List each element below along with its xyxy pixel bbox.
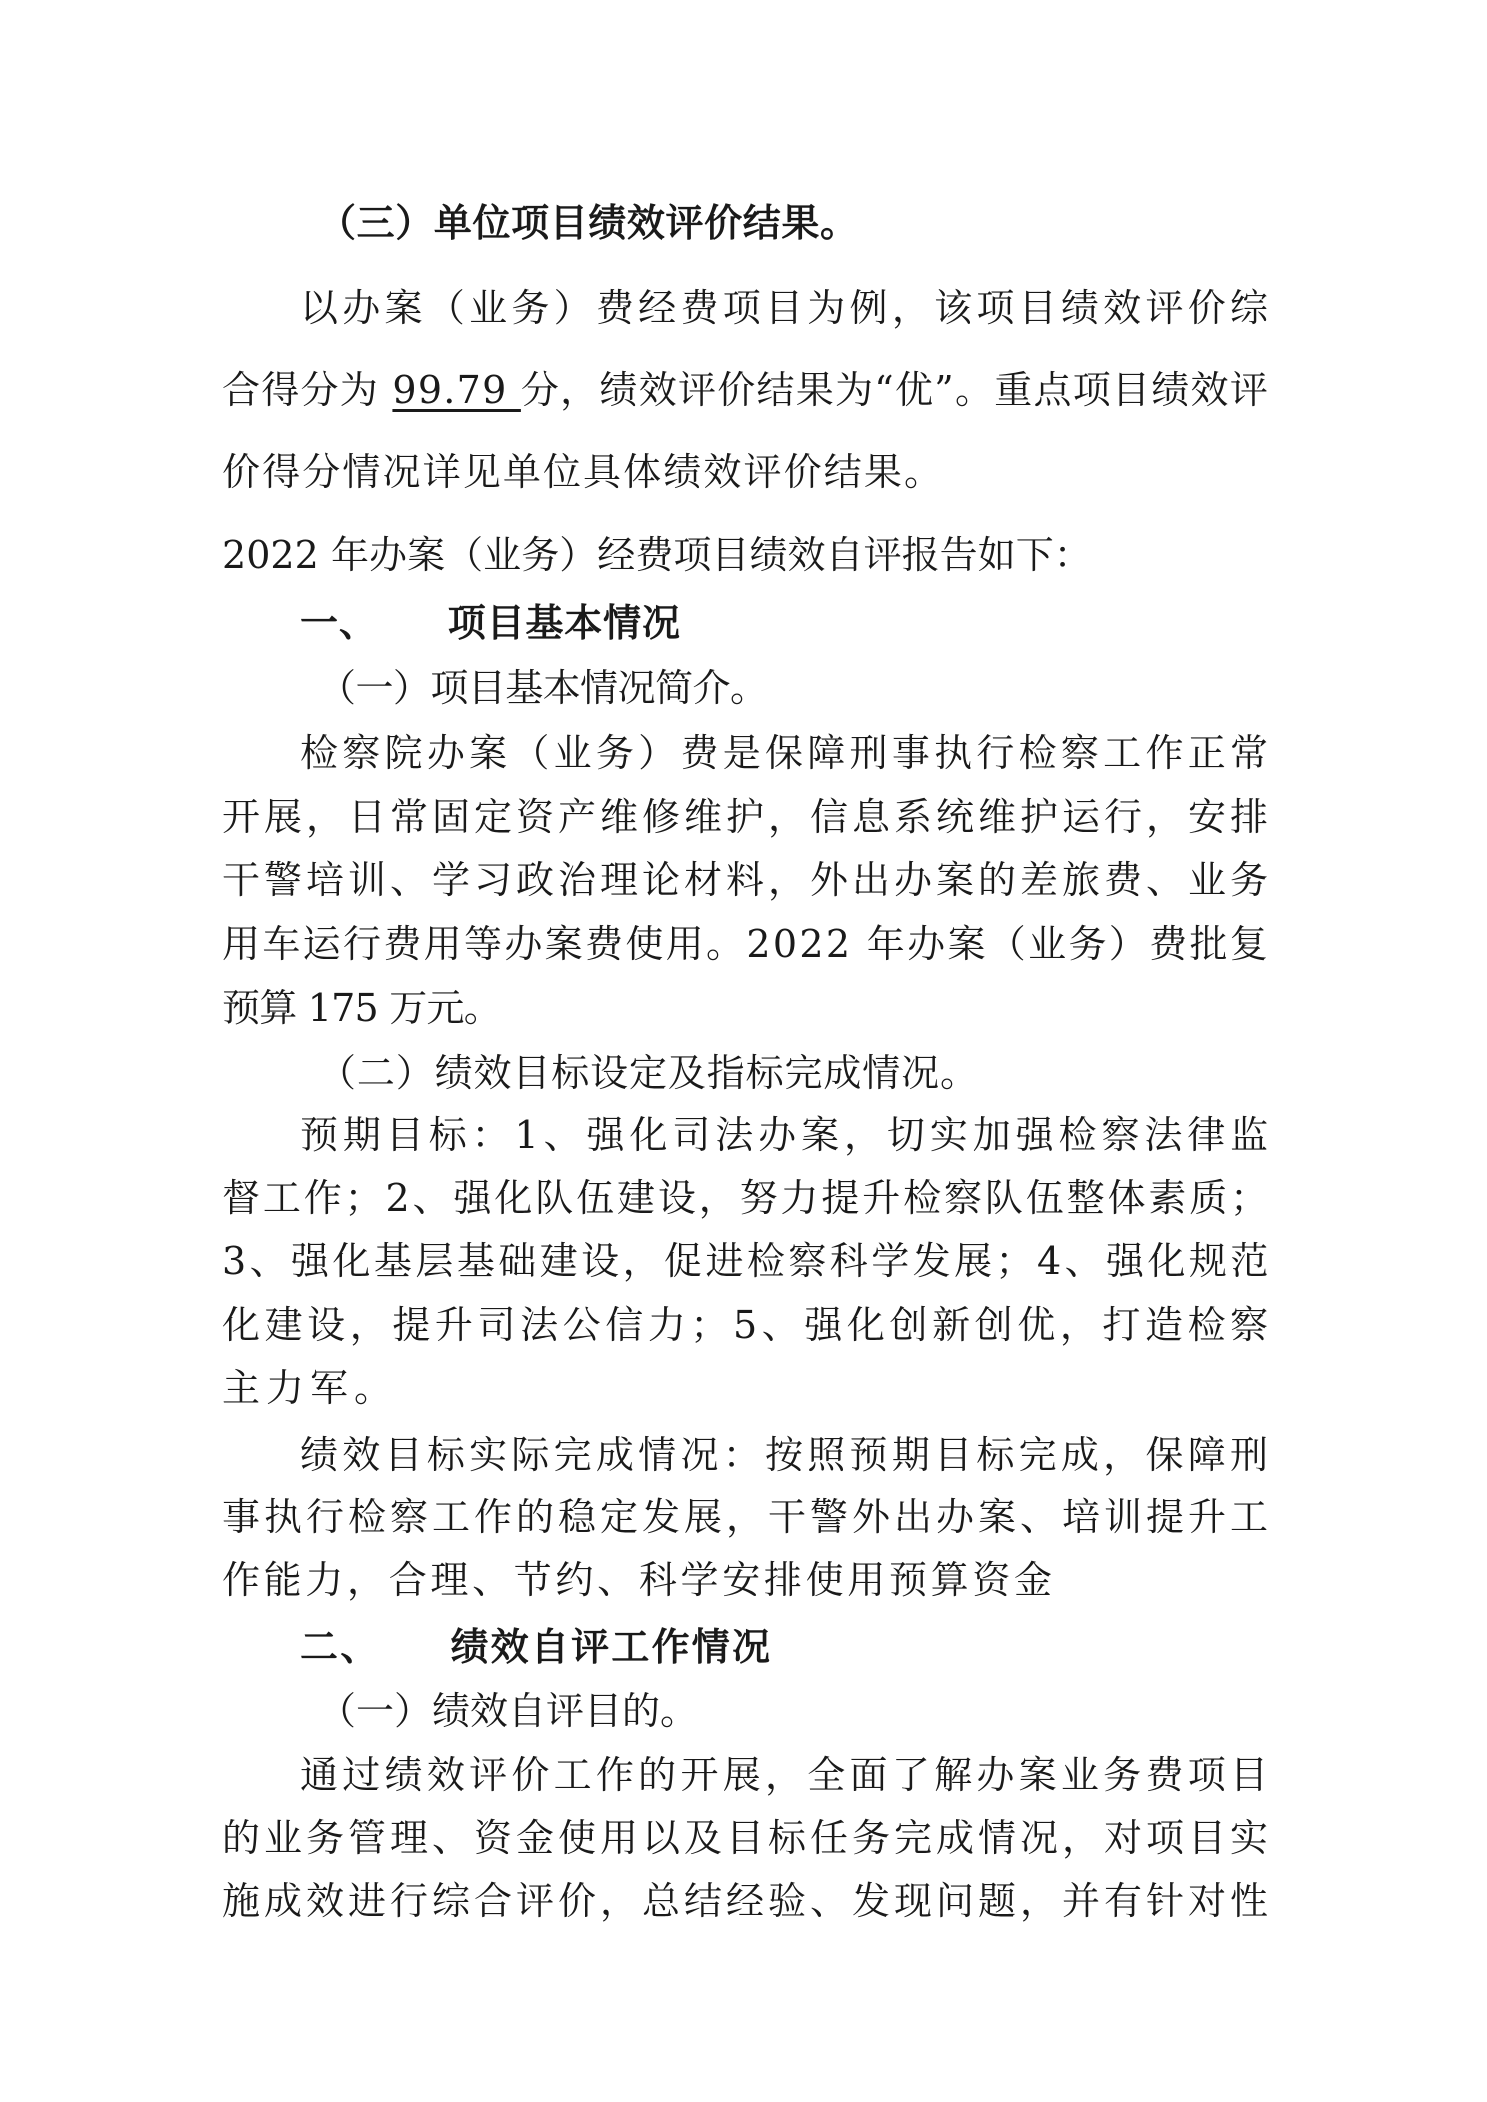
text-run: （二）绩效目标设定及指标完成情况。 (318, 1051, 979, 1095)
text-run: 化建设，提升司法公信力；5、强化创新创优，打造检察 (222, 1303, 1273, 1347)
paragraph-line (300, 1750, 1272, 1800)
paragraph-line (222, 855, 1272, 905)
text-run: （一）项目基本情况简介。 (318, 666, 768, 710)
text-run: 用车运行费用等办案费使用。2022 年办案（业务）费批复 (222, 922, 1271, 966)
paragraph-line (318, 1686, 698, 1736)
text-run: 合得分为 (222, 368, 393, 412)
text-run: 以办案（业务）费经费项目为例，该项目绩效评价综 (300, 286, 1273, 330)
text-run: 施成效进行综合评价，总结经验、发现问题，并有针对性 (222, 1879, 1273, 1923)
paragraph-line (222, 1876, 1272, 1926)
paragraph-line (300, 283, 1272, 333)
paragraph-line (222, 447, 944, 497)
text-run: 项目基本情况 (447, 601, 681, 645)
paragraph-line (222, 792, 1272, 842)
text-run: 事执行检察工作的稳定发展，干警外出办案、培训提升工 (222, 1495, 1273, 1539)
section-heading (318, 198, 859, 248)
paragraph-line (222, 1813, 1272, 1863)
paragraph-line (300, 728, 1272, 778)
text-run: 开展，日常固定资产维修维护，信息系统维护运行，安排 (222, 795, 1273, 839)
text-run: 2022 年办案（业务）经费项目绩效自评报告如下： (222, 533, 1092, 577)
paragraph-line (222, 1363, 398, 1413)
text-run: 预期目标：1、强化司法办案，切实加强检察法律监 (300, 1113, 1274, 1157)
paragraph-line (222, 1300, 1273, 1350)
text-run: 价得分情况详见单位具体绩效评价结果。 (222, 450, 945, 494)
text-run: 检察院办案（业务）费是保障刑事执行检察工作正常 (300, 731, 1273, 775)
text-run: （一）绩效自评目的。 (318, 1689, 699, 1733)
text-run: 干警培训、学习政治理论材料，外出办案的差旅费、业务 (222, 858, 1273, 902)
paragraph-line (222, 1555, 1056, 1605)
text-run: 通过绩效评价工作的开展，全面了解办案业务费项目 (300, 1753, 1273, 1797)
text-run: 主力军。 (222, 1366, 399, 1410)
text-run: 预算 175 万元。 (222, 986, 501, 1030)
paragraph-line (318, 1048, 979, 1098)
text-run: 督工作；2、强化队伍建设，努力提升检察队伍整体素质； (222, 1176, 1272, 1220)
text-run: 二、 (300, 1625, 381, 1669)
paragraph-line (300, 1430, 1272, 1480)
text-run: 绩效目标实际完成情况：按照预期目标完成，保障刑 (300, 1433, 1273, 1477)
paragraph-line (222, 1492, 1272, 1542)
text-run: 作能力，合理、节约、科学安排使用预算资金 (222, 1558, 1056, 1602)
paragraph-line (222, 1236, 1272, 1286)
score-value: 99.79 (392, 368, 521, 412)
text-run: （三）单位项目绩效评价结果。 (318, 201, 859, 245)
text-run: 一、 (300, 601, 378, 645)
text-run: 分，绩效评价结果为“优”。重点项目绩效评 (520, 368, 1270, 412)
text-run: 绩效自评工作情况 (450, 1625, 773, 1669)
paragraph-line (222, 1173, 1271, 1223)
paragraph-line (222, 530, 1092, 580)
section-heading (300, 598, 681, 648)
section-heading (300, 1622, 772, 1672)
text-run: 3、强化基层基础建设，促进检察科学发展；4、强化规范 (222, 1239, 1272, 1283)
paragraph-line (300, 1110, 1273, 1160)
text-run: 的业务管理、资金使用以及目标任务完成情况，对项目实 (222, 1816, 1273, 1860)
paragraph-line (222, 919, 1270, 969)
paragraph-line (222, 983, 501, 1033)
paragraph-line (318, 663, 767, 713)
paragraph-line (222, 365, 1269, 415)
